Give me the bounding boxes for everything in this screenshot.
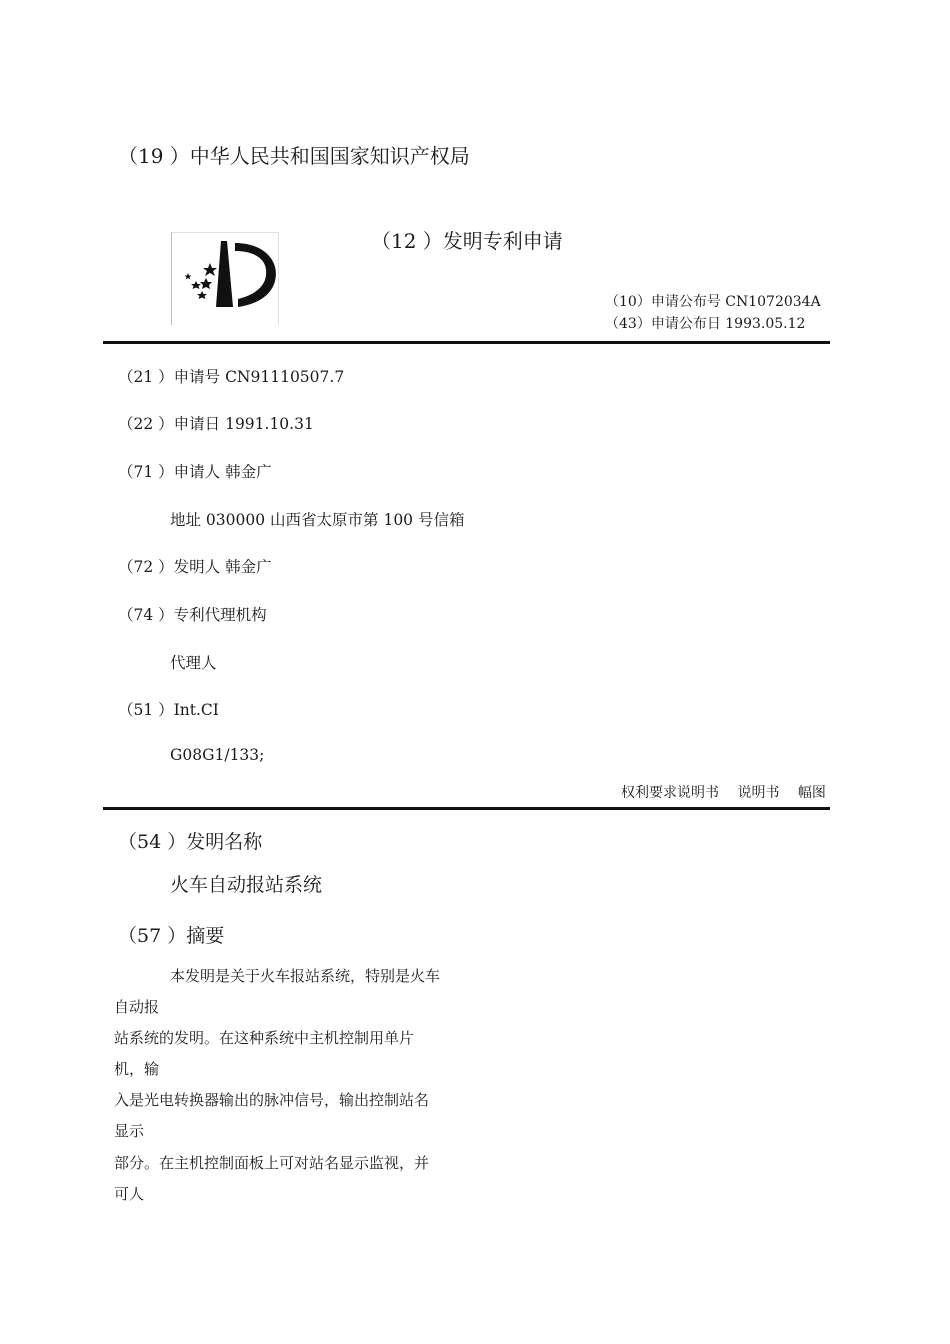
patent-agency: （74 ）专利代理机构 xyxy=(118,606,267,624)
abstract-line: 部分。在主机控制面板上可对站名显示监视，并 xyxy=(114,1154,430,1172)
link-figures[interactable]: 幅图 xyxy=(797,785,826,801)
link-description[interactable]: 说明书 xyxy=(737,785,780,801)
address: 地址 030000 山西省太原市第 100 号信箱 xyxy=(170,511,465,529)
agent: 代理人 xyxy=(170,654,217,672)
cnipa-logo xyxy=(171,232,279,325)
divider-bottom xyxy=(103,807,830,810)
abstract-line: 站系统的发明。在这种系统中主机控制用单片 xyxy=(114,1029,415,1047)
inventor: （72 ）发明人 韩金广 xyxy=(118,558,272,576)
link-claims[interactable]: 权利要求说明书 xyxy=(621,785,719,801)
abstract-line: 显示 xyxy=(114,1122,145,1140)
cnipa-logo-icon xyxy=(172,233,278,325)
document-type: （12 ）发明专利申请 xyxy=(371,229,563,253)
abstract-line: 自动报 xyxy=(114,998,160,1016)
publication-number: （10）申请公布号 CN1072034A xyxy=(605,294,821,310)
invention-title-label: （54 ）发明名称 xyxy=(118,831,263,853)
abstract-line: 机，输 xyxy=(114,1060,160,1078)
invention-title: 火车自动报站系统 xyxy=(170,874,323,896)
abstract-line: 入是光电转换器输出的脉冲信号，输出控制站名 xyxy=(114,1091,430,1109)
int-cl-label: （51 ）Int.CI xyxy=(118,701,219,719)
application-date: （22 ）申请日 1991.10.31 xyxy=(118,415,314,433)
ipc-code: G08G1/133; xyxy=(170,746,265,764)
abstract-line: 可人 xyxy=(114,1185,145,1203)
abstract-line: 本发明是关于火车报站系统，特别是火车 xyxy=(170,967,441,985)
office-name: （19 ）中华人民共和国国家知识产权局 xyxy=(118,144,470,168)
divider-top xyxy=(103,341,830,344)
abstract-label: （57 ）摘要 xyxy=(118,925,225,947)
publication-date: （43）申请公布日 1993.05.12 xyxy=(605,316,806,332)
application-number: （21 ）申请号 CN91110507.7 xyxy=(118,368,345,386)
applicant: （71 ）申请人 韩金广 xyxy=(118,463,272,481)
document-links xyxy=(621,782,826,802)
